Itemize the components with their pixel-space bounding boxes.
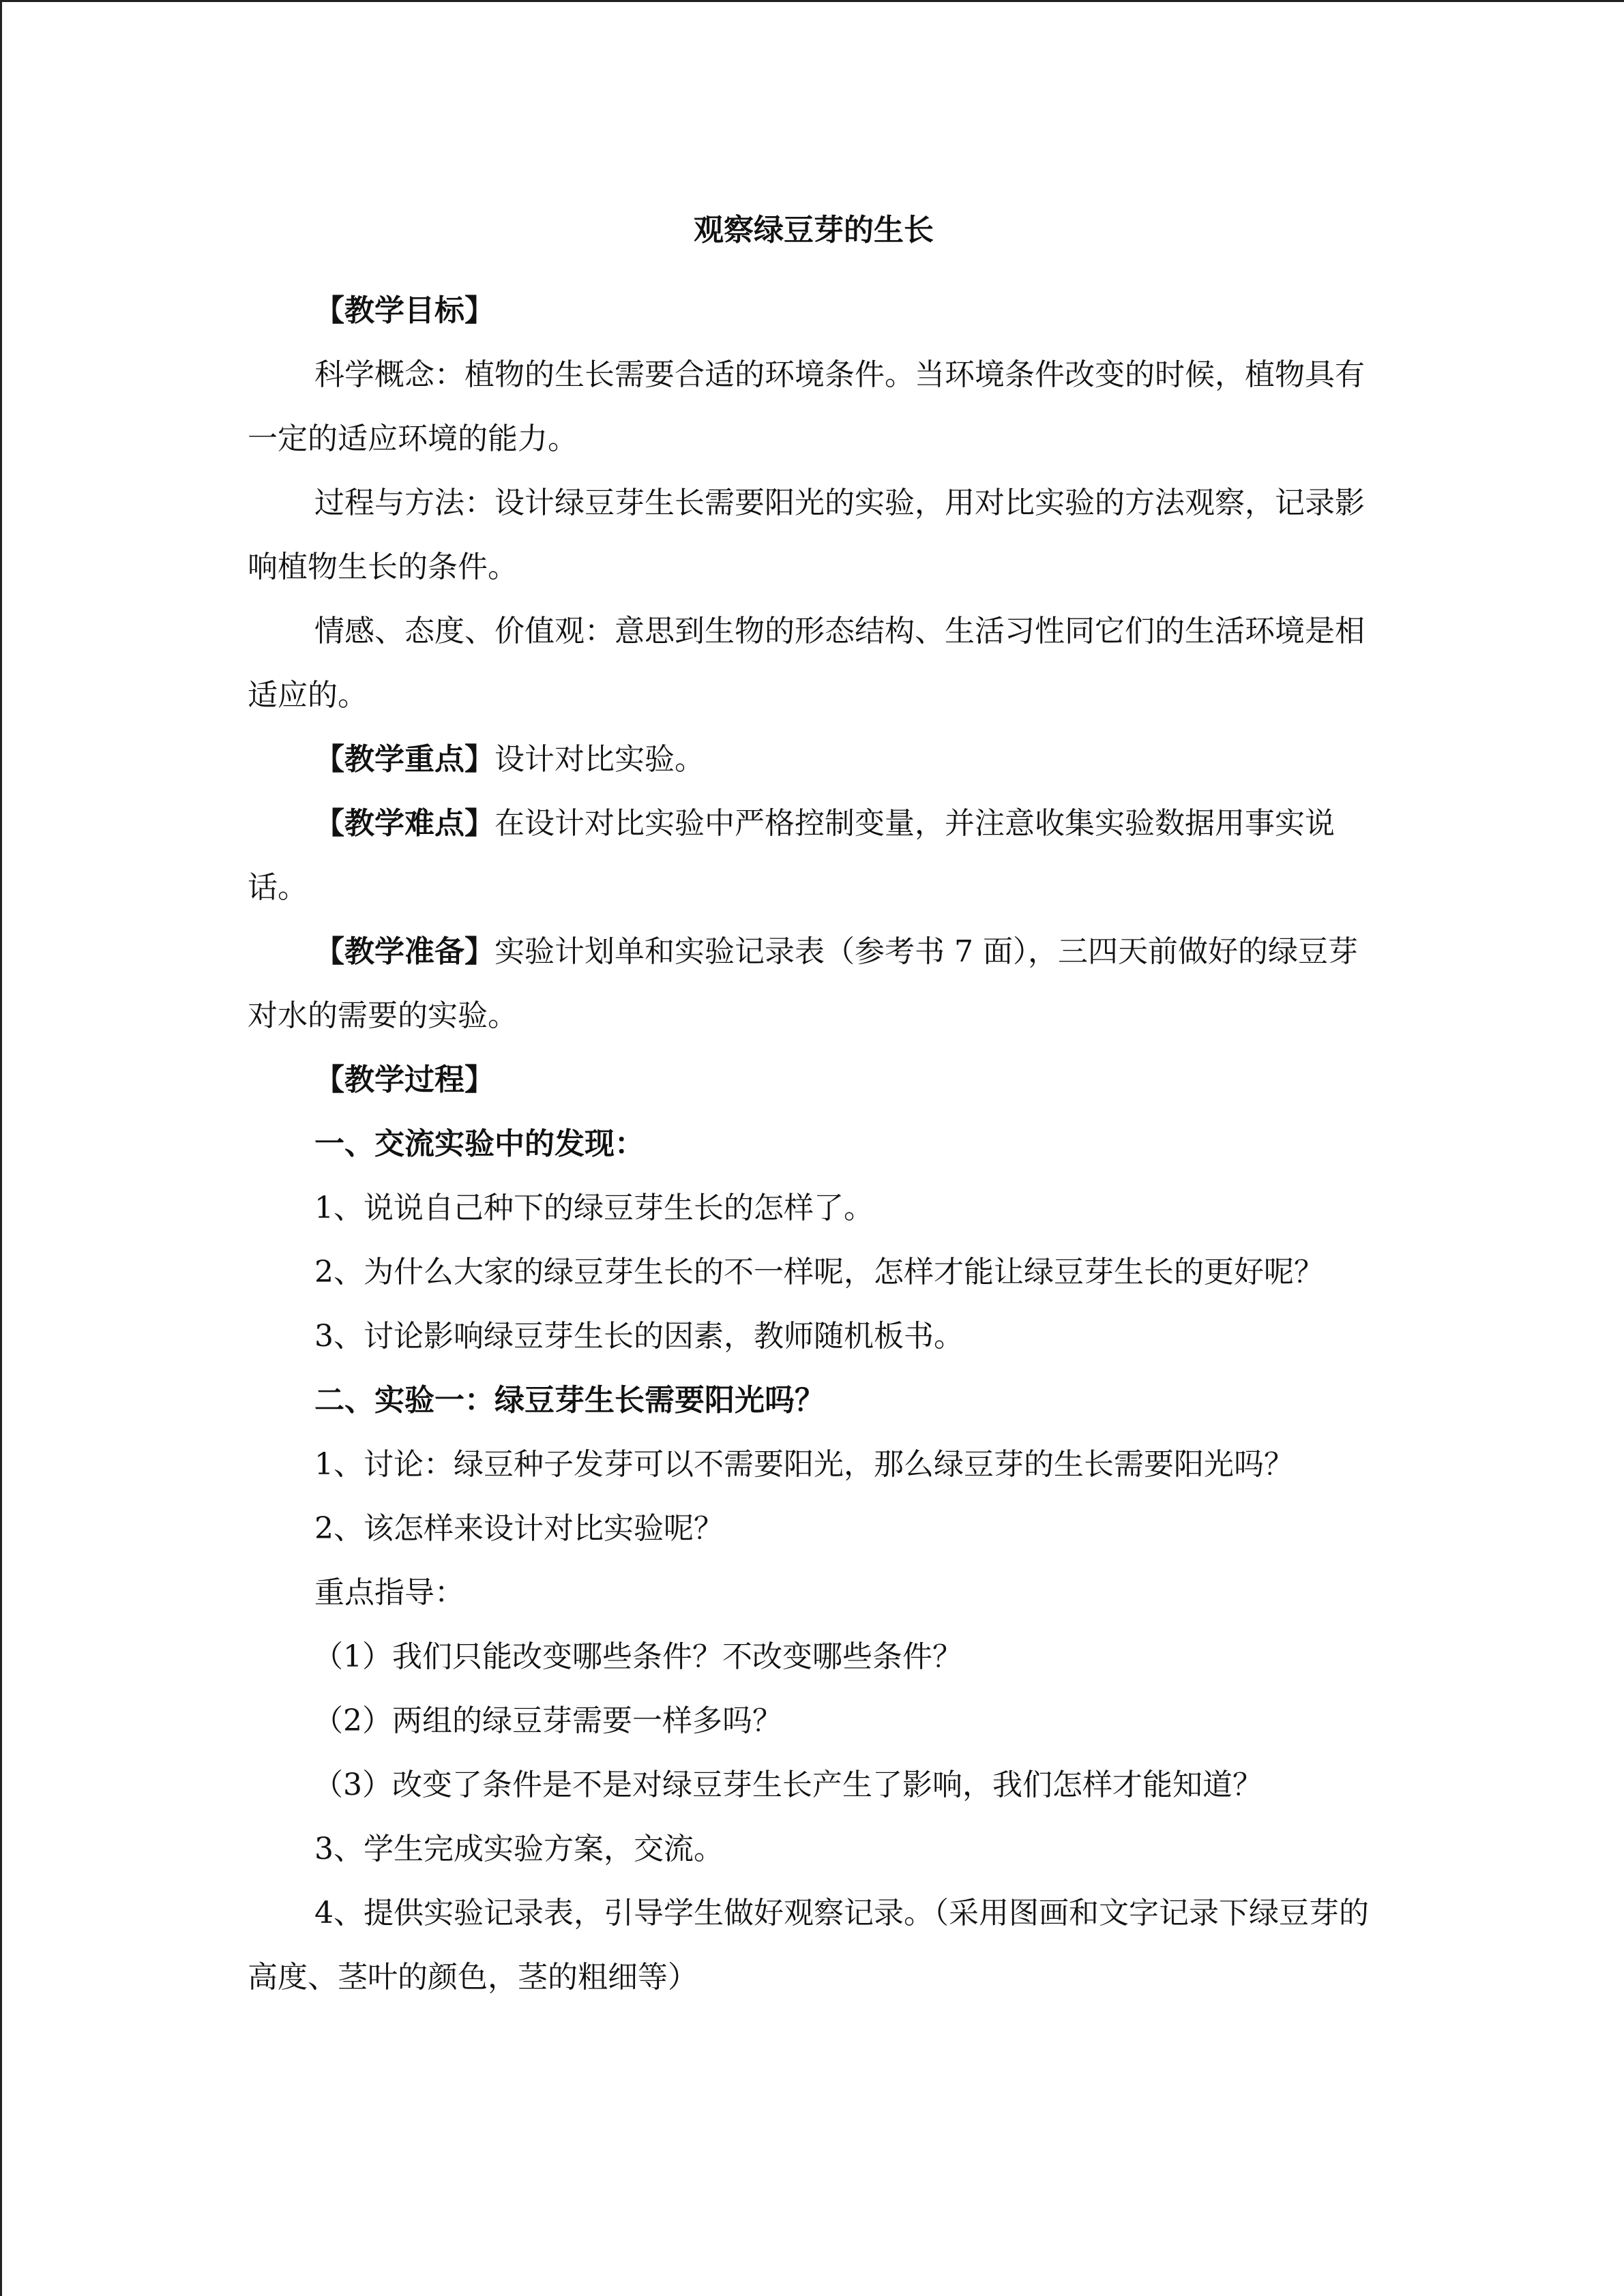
paragraph-attitude: 情感、态度、价值观：意思到生物的形态结构、生活习性同它们的生活环境是相适应的。 [248,614,1365,713]
list-item: 3、学生完成实验方案，交流。 [314,1832,724,1866]
list-item: 1、说说自己种下的绿豆芽生长的怎样了。 [314,1191,874,1225]
list-item: 1、讨论：绿豆种子发芽可以不需要阳光，那么绿豆芽的生长需要阳光吗？ [314,1447,1294,1482]
paragraph-concept: 科学概念：植物的生长需要合适的环境条件。当环境条件改变的时候，植物具有一定的适应环境的能力。 [248,357,1365,456]
document-body [248,207,1380,2010]
guide-item: （3）改变了条件是不是对绿豆芽生长产生了影响，我们怎样才能知道？ [313,1768,1263,1802]
guide-item: （1）我们只能改变哪些条件？不改变哪些条件？ [313,1639,962,1674]
section2-heading: 二、实验一：绿豆芽生长需要阳光吗？ [314,1383,825,1418]
list-item: 4、提供实验记录表，引导学生做好观察记录。（采用图画和文字记录下绿豆芽的高度、茎叶的颜色，茎的粗细等） [248,1896,1369,1995]
preparation-text: 实验计划单和实验记录表（参考书 7 面），三四天前做好的绿豆芽对水的需要的实验。 [248,934,1358,1033]
paragraph-method: 过程与方法：设计绿豆芽生长需要阳光的实验，用对比实验的方法观察，记录影响植物生长的条件。 [248,486,1365,584]
difficulty-label: 【教学难点】 [314,806,494,841]
difficulty [248,792,1380,920]
key-point-label: 【教学重点】 [314,742,494,777]
page-title: 观察绿豆芽的生长 [694,213,934,248]
preparation [248,920,1380,1048]
key-point-text: 设计对比实验。 [494,742,705,777]
key-point [248,728,1380,792]
guide-item: （2）两组的绿豆芽需要一样多吗？ [313,1703,782,1738]
list-item: 2、为什么大家的绿豆芽生长的不一样呢，怎样才能让绿豆芽生长的更好呢？ [314,1255,1324,1289]
list-item: 3、讨论影响绿豆芽生长的因素，教师随机板书。 [314,1319,964,1354]
objectives-heading: 【教学目标】 [314,293,494,328]
preparation-label: 【教学准备】 [314,934,494,969]
section1-heading: 一、交流实验中的发现： [314,1127,645,1161]
process-heading: 【教学过程】 [314,1062,494,1097]
difficulty-text: 在设计对比实验中严格控制变量，并注意收集实验数据用事实说话。 [248,806,1335,905]
guide-label: 重点指导： [314,1575,464,1610]
list-item: 2、该怎样来设计对比实验呢？ [314,1511,724,1546]
